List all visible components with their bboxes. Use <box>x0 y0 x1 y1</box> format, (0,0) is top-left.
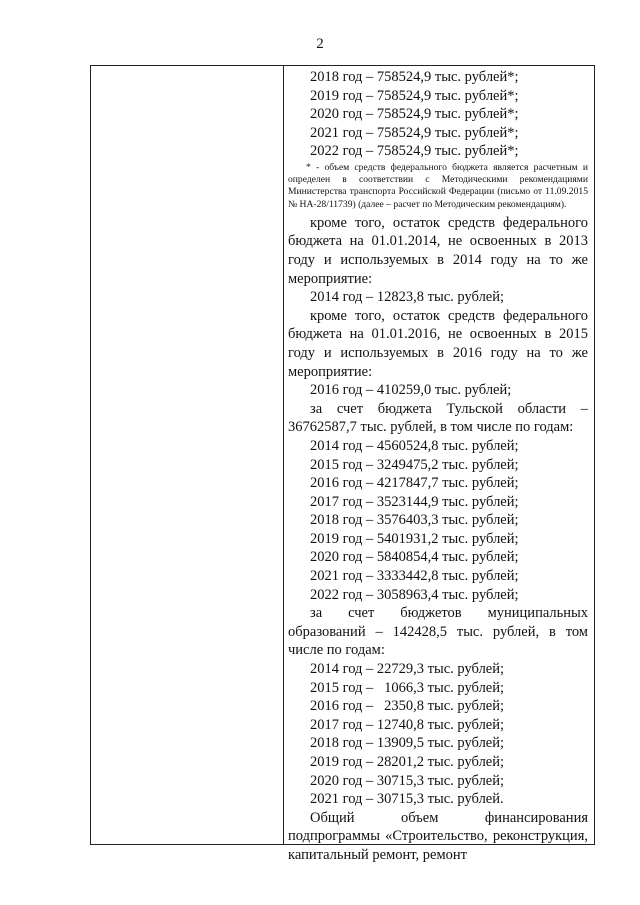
right-column <box>284 68 594 863</box>
year-line: 2020 год – 5840854,4 тыс. рублей; <box>310 549 519 566</box>
year-line: 2019 год – 5401931,2 тыс. рублей; <box>310 530 519 547</box>
year-line: 2014 год – 4560524,8 тыс. рублей; <box>310 437 519 454</box>
year-line: 2020 год – 758524,9 тыс. рублей*; <box>310 106 519 123</box>
year-line: 2022 год – 3058963,4 тыс. рублей; <box>310 586 519 603</box>
paragraph-municipal-budget: за счет бюджетов муниципальных образований – 142428,5 тыс. рублей, в том числе по годам: <box>288 605 588 659</box>
paragraph-federal-2016: кроме того, остаток средств федерального бюджета на 01.01.2016, не освоенных в 2015 году и используемых в 2016 году на то же мероприятие: <box>288 307 588 380</box>
year-line: 2015 год – 1066,3 тыс. рублей; <box>310 679 505 696</box>
year-line: 2014 год – 22729,3 тыс. рублей; <box>310 661 505 678</box>
footnote: * - объем средств федерального бюджета является расчетным и определен в соответствии с Методическими рекомендациями Министерства транспорта Российской Федерации (письмо от 11.09.2015 № НА-28/11739) (далее – расчет по Методическим рекомендациям). <box>288 161 588 210</box>
paragraph-total-financing: Общий объем финансирования подпрограммы «Строительство, реконструкция, капитальный ремонт, ремонт <box>288 809 588 863</box>
year-line: 2019 год – 758524,9 тыс. рублей*; <box>310 87 519 104</box>
year-line: 2014 год – 12823,8 тыс. рублей; <box>310 289 505 306</box>
year-line: 2022 год – 758524,9 тыс. рублей*; <box>310 143 519 160</box>
year-line: 2016 год – 2350,8 тыс. рублей; <box>310 698 505 715</box>
year-line: 2019 год – 28201,2 тыс. рублей; <box>310 754 505 770</box>
year-line: 2015 год – 3249475,2 тыс. рублей; <box>310 456 519 473</box>
year-line: 2018 год – 3576403,3 тыс. рублей; <box>310 512 519 529</box>
year-line: 2017 год – 3523144,9 тыс. рублей; <box>310 493 519 510</box>
year-line: 2021 год – 758524,9 тыс. рублей*; <box>310 124 519 141</box>
year-line: 2018 год – 13909,5 тыс. рублей; <box>310 735 505 752</box>
paragraph-federal-2014: кроме того, остаток средств федерального бюджета на 01.01.2014, не освоенных в 2013 году и используемых в 2014 году на то же мероприятие: <box>288 214 588 287</box>
year-line: 2018 год – 758524,9 тыс. рублей*; <box>310 69 519 85</box>
year-line: 2021 год – 3333442,8 тыс. рублей; <box>310 568 519 585</box>
year-line: 2016 год – 410259,0 тыс. рублей; <box>310 382 512 399</box>
year-line: 2021 год – 30715,3 тыс. рублей. <box>310 791 504 808</box>
program-table <box>90 65 595 863</box>
left-column <box>91 66 284 844</box>
page-number: 2 <box>316 36 324 52</box>
year-line: 2020 год – 30715,3 тыс. рублей; <box>310 772 505 789</box>
paragraph-regional-budget: за счет бюджета Тульской области – 36762587,7 тыс. рублей, в том числе по годам: <box>288 400 588 436</box>
year-line: 2016 год – 4217847,7 тыс. рублей; <box>310 475 519 492</box>
year-line: 2017 год – 12740,8 тыс. рублей; <box>310 716 505 733</box>
